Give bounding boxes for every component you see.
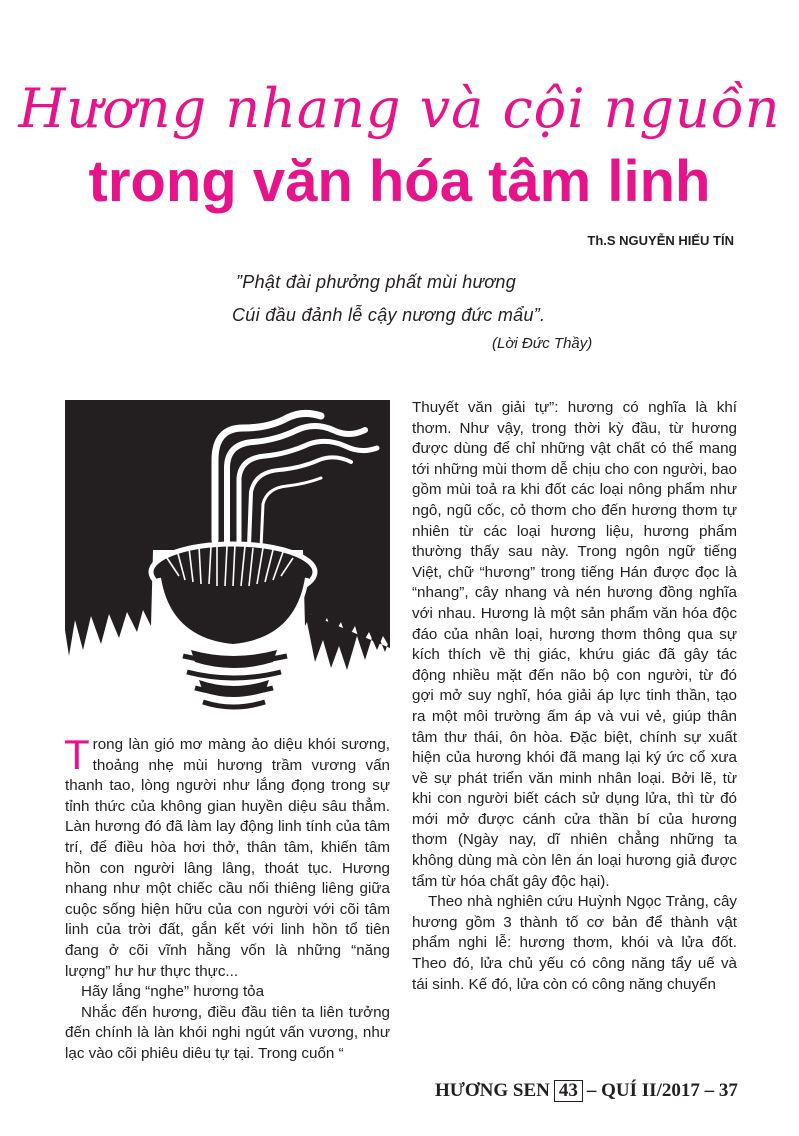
text-column-right	[412, 398, 737, 995]
author-byline: Th.S NGUYỄN HIẾU TÍN	[587, 233, 734, 248]
epigraph-line-1: ”Phật đài phưởng phất mùi hương	[236, 272, 517, 292]
issue-number: 43	[554, 1080, 583, 1102]
magazine-name: HƯƠNG SEN	[435, 1080, 550, 1101]
epigraph-line-2: Cúi đầu đảnh lễ cậy nương đức mẩu”.	[232, 305, 546, 325]
epigraph-source: (Lời Đức Thầy)	[492, 335, 593, 352]
paragraph-intro	[64, 731, 390, 982]
title-line-2: trong văn hóa tâm linh	[88, 149, 711, 214]
paragraph-incense-start	[65, 1003, 390, 1065]
paragraph-intro-text: rong làn gió mơ màng ảo diệu khói sương, thoảng nhẹ mùi hương trầm vương vấn thanh tao, lòng người như lắng đọng trong sự tỉnh thức của không gian huyền diệu sâu thẳm. Làn hương đó đã làm lay động linh tính của tâm trí, để điều hòa hơi thở, thân tâm, khiến tâm hồn con người lâng lâng, thoát tục. Hương nhang như một chiếc cầu nối thiêng liêng giữa cuộc sống hiện hữu của con người với cõi tâm linh của trời đất, gắn kết với linh hồn tổ tiên đang ở cõi vĩnh hằng vốn là những “năng lượng” hư hư thực thực...	[65, 736, 390, 980]
paragraph-incense-text: Nhắc đến hương, điều đầu tiên ta liên tưởng đến chính là làn khói nghi ngút vấn vương, như lạc vào cõi phiêu diêu tự tại. Trong cuốn “	[65, 1003, 390, 1062]
issue-period: – QUÍ II/2017 –	[586, 1080, 715, 1101]
paragraph-research: Theo nhà nghiên cứu Huỳnh Ngọc Trảng, cây hương gồm 3 thành tố cơ bản để thành vật phẩm nghi lễ: hương thơm, khói và lửa đốt. Theo đó, lửa chủ yếu có công năng tẩy uế và tái sinh. Kế đó, lửa còn có công năng chuyển	[412, 893, 737, 993]
incense-burner-icon	[65, 400, 390, 720]
drop-cap: T	[64, 731, 90, 778]
page-footer	[435, 1080, 738, 1102]
paragraph-incense-continued: Thuyết văn giải tự”: hương có nghĩa là khí thơm. Như vậy, trong thời kỳ đầu, từ hương được dùng để chỉ những vật chất có thể mang tới những mùi thơm dễ chịu cho con người, bao gồm mùi toả ra khi đốt các loại nông phẩm như ngô, ngũ cốc, cỏ thơm cho đến hương thơm tự nhiên từ các loại hương liệu, hương phẩm thường thấy sau này. Trong ngôn ngữ tiếng Việt, chữ “hương” trong tiếng Hán được đọc là “nhang”, cây nhang và nén hương đồng nghĩa với nhau. Hương là một sản phẩm văn hóa độc đáo của nhân loại, hương thơm thông qua sự kích thích về thị giác, khứu giác đã gây tác động nhiều mặt đến não bộ con người, từ đó gợi mở suy nghĩ, hóa giải áp lực tinh thần, tạo ra một môi trường ấm áp và vui vẻ, giúp thân tâm thư thái, ôn hòa. Đặc biệt, chính sự xuất hiện của hương khói đã mang lại ký ức cổ xưa về sự phát triển văn minh nhân loại. Bởi lẽ, từ khi con người biết cách sử dụng lửa, thì từ đó mới mở được cánh cửa thần bí của hương thơm (Ngày nay, dĩ nhiên chẳng những ta không dùng mà còn lên án loại hương giả được tẩm từ hóa chất gây độc hại).	[412, 399, 737, 890]
text-column-left	[64, 731, 390, 1065]
title-line-1: Hương nhang và cội nguồn	[18, 77, 781, 140]
section-heading: Hãy lắng “nghe” hương tỏa	[81, 983, 265, 1001]
page-number: 37	[718, 1080, 738, 1101]
